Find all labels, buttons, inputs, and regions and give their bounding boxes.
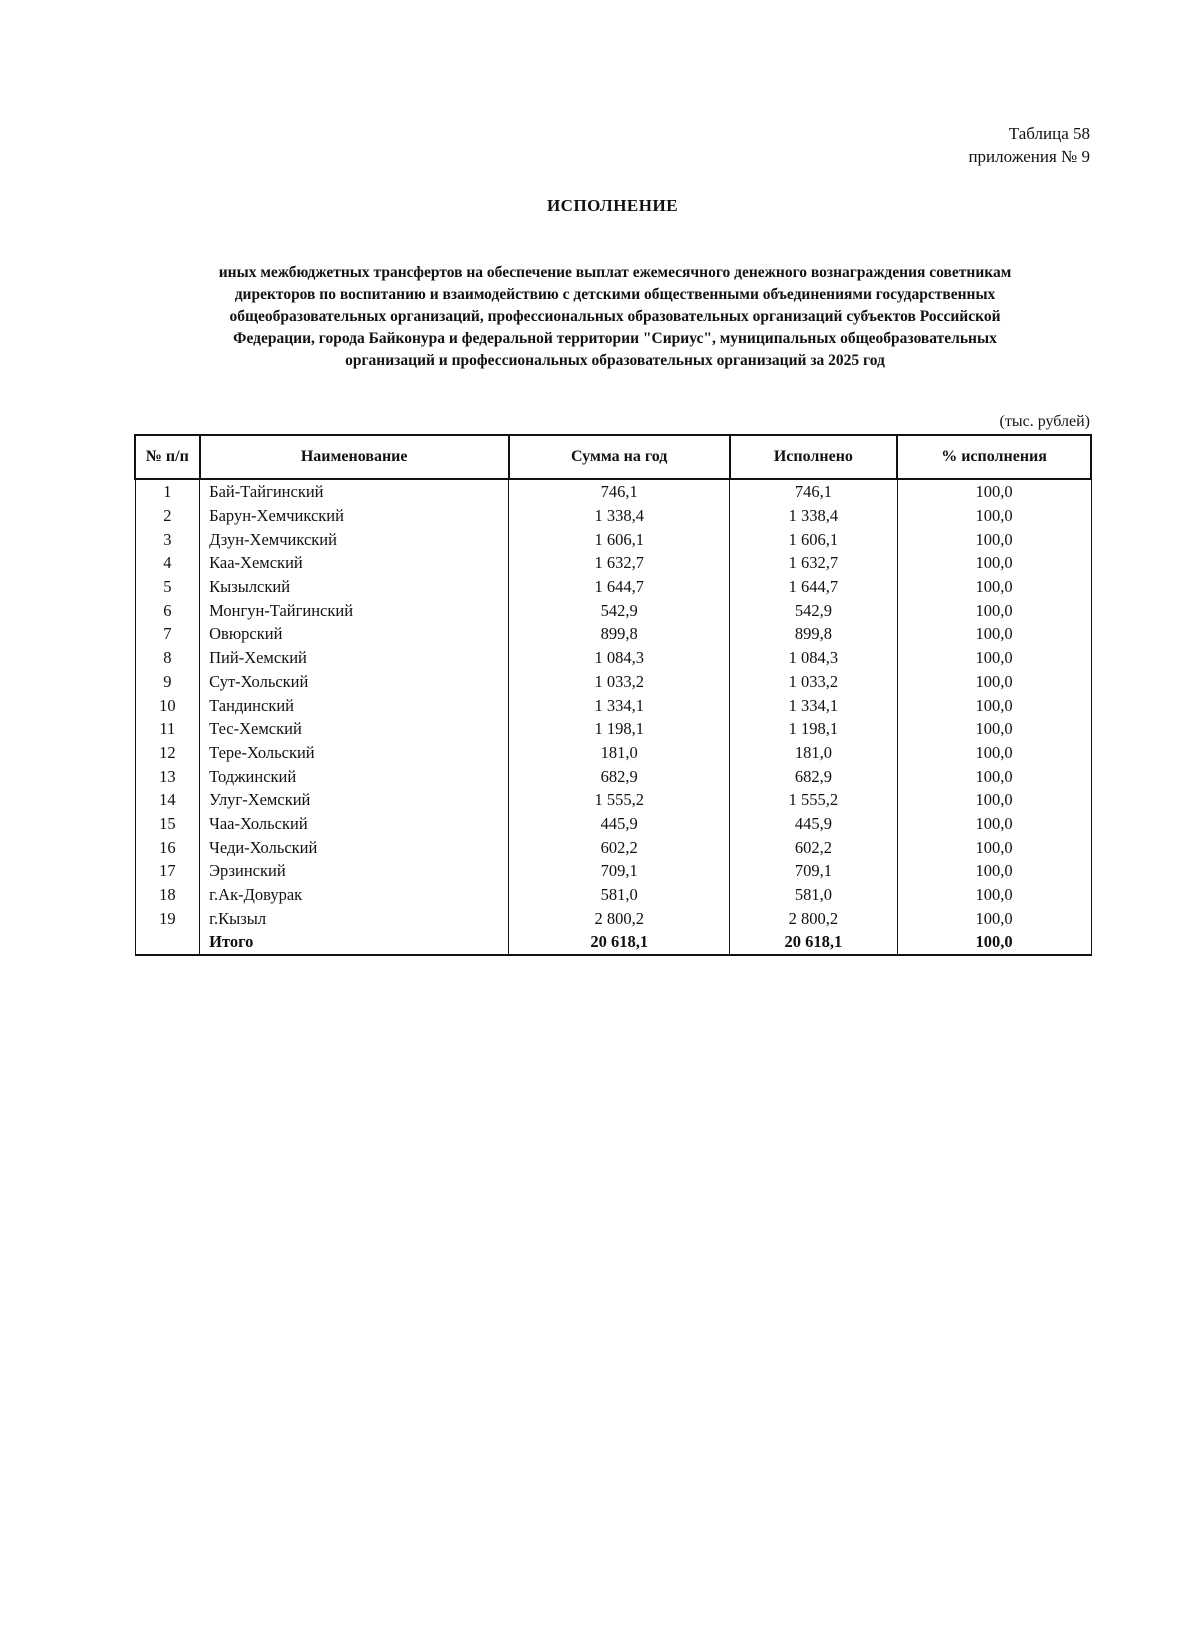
column-header-percent: % исполнения (897, 435, 1091, 479)
total-annual-sum-cell: 20 618,1 (509, 930, 730, 955)
annual-sum-cell: 542,9 (509, 598, 730, 622)
annual-sum-cell: 1 198,1 (509, 717, 730, 741)
annual-sum-cell: 602,2 (509, 835, 730, 859)
row-number-cell: 18 (135, 883, 200, 907)
execution-percent-cell: 100,0 (897, 764, 1091, 788)
annual-sum-cell: 1 555,2 (509, 788, 730, 812)
column-header-name: Наименование (200, 435, 509, 479)
execution-percent-cell: 100,0 (897, 527, 1091, 551)
annual-sum-cell: 1 084,3 (509, 646, 730, 670)
execution-percent-cell: 100,0 (897, 741, 1091, 765)
executed-amount-cell: 1 033,2 (730, 670, 897, 694)
annual-sum-cell: 181,0 (509, 741, 730, 765)
table-row (135, 906, 1091, 930)
table-row (135, 575, 1091, 599)
executed-amount-cell: 1 334,1 (730, 693, 897, 717)
execution-percent-cell: 100,0 (897, 693, 1091, 717)
municipality-name-cell: Тоджинский (200, 764, 509, 788)
table-row (135, 741, 1091, 765)
execution-percent-cell: 100,0 (897, 598, 1091, 622)
executed-amount-cell: 1 084,3 (730, 646, 897, 670)
execution-percent-cell: 100,0 (897, 646, 1091, 670)
executed-amount-cell: 602,2 (730, 835, 897, 859)
executed-amount-cell: 445,9 (730, 812, 897, 836)
executed-amount-cell: 581,0 (730, 883, 897, 907)
row-number-cell: 7 (135, 622, 200, 646)
table-row (135, 812, 1091, 836)
annual-sum-cell: 1 338,4 (509, 504, 730, 528)
municipality-name-cell: Кызылский (200, 575, 509, 599)
executed-amount-cell: 181,0 (730, 741, 897, 765)
execution-percent-cell: 100,0 (897, 575, 1091, 599)
table-number: Таблица 58 (1008, 124, 1090, 143)
executed-amount-cell: 709,1 (730, 859, 897, 883)
executed-amount-cell: 1 198,1 (730, 717, 897, 741)
column-header-annual-sum: Сумма на год (509, 435, 730, 479)
row-number-cell: 1 (135, 479, 200, 504)
municipality-name-cell: Сут-Хольский (200, 670, 509, 694)
execution-percent-cell: 100,0 (897, 670, 1091, 694)
table-row (135, 693, 1091, 717)
row-number-cell: 8 (135, 646, 200, 670)
table-row (135, 527, 1091, 551)
row-number-cell: 9 (135, 670, 200, 694)
annual-sum-cell: 1 033,2 (509, 670, 730, 694)
execution-percent-cell: 100,0 (897, 504, 1091, 528)
subtitle-line: организаций и профессиональных образовательных организаций за 2025 год (345, 352, 885, 369)
row-number-cell: 10 (135, 693, 200, 717)
subtitle-line: Федерации, города Байконура и федеральной территории "Сириус", муниципальных общеобразовательных (233, 330, 997, 347)
row-number-cell: 13 (135, 764, 200, 788)
municipality-name-cell: Улуг-Хемский (200, 788, 509, 812)
row-number-cell: 16 (135, 835, 200, 859)
execution-percent-cell: 100,0 (897, 883, 1091, 907)
units-label: (тыс. рублей) (999, 413, 1090, 430)
row-number-cell: 11 (135, 717, 200, 741)
execution-percent-cell: 100,0 (897, 906, 1091, 930)
municipality-name-cell: Чеди-Хольский (200, 835, 509, 859)
executed-amount-cell: 1 338,4 (730, 504, 897, 528)
row-number-cell: 19 (135, 906, 200, 930)
execution-percent-cell: 100,0 (897, 788, 1091, 812)
subtitle-line: общеобразовательных организаций, профессиональных образовательных организаций субъектов Российской (229, 308, 1001, 325)
executed-amount-cell: 1 644,7 (730, 575, 897, 599)
municipality-name-cell: Овюрский (200, 622, 509, 646)
row-number-cell: 2 (135, 504, 200, 528)
execution-percent-cell: 100,0 (897, 812, 1091, 836)
annual-sum-cell: 1 644,7 (509, 575, 730, 599)
row-number-cell: 4 (135, 551, 200, 575)
table-row (135, 883, 1091, 907)
column-header-executed: Исполнено (730, 435, 897, 479)
table-total-row (135, 930, 1091, 955)
municipality-name-cell: Барун-Хемчикский (200, 504, 509, 528)
table-row (135, 598, 1091, 622)
municipality-name-cell: Бай-Тайгинский (200, 479, 509, 504)
subtitle-line: иных межбюджетных трансфертов на обеспечение выплат ежемесячного денежного вознаграждения советникам (218, 264, 1012, 281)
table-row (135, 788, 1091, 812)
total-label-cell: Итого (200, 930, 509, 955)
column-header-number: № п/п (135, 435, 200, 479)
municipality-name-cell: Монгун-Тайгинский (200, 598, 509, 622)
municipality-name-cell: Каа-Хемский (200, 551, 509, 575)
municipality-name-cell: Чаа-Хольский (200, 812, 509, 836)
annual-sum-cell: 746,1 (509, 479, 730, 504)
row-number-cell: 15 (135, 812, 200, 836)
annual-sum-cell: 581,0 (509, 883, 730, 907)
table-row (135, 835, 1091, 859)
execution-percent-cell: 100,0 (897, 859, 1091, 883)
municipality-name-cell: Тере-Хольский (200, 741, 509, 765)
executed-amount-cell: 1 632,7 (730, 551, 897, 575)
execution-percent-cell: 100,0 (897, 835, 1091, 859)
table-row (135, 646, 1091, 670)
executed-amount-cell: 746,1 (730, 479, 897, 504)
row-number-cell: 5 (135, 575, 200, 599)
annual-sum-cell: 899,8 (509, 622, 730, 646)
table-row (135, 670, 1091, 694)
municipality-name-cell: г.Ак-Довурак (200, 883, 509, 907)
table-row (135, 764, 1091, 788)
document-subtitle (150, 262, 1080, 372)
row-number-cell: 3 (135, 527, 200, 551)
executed-amount-cell: 899,8 (730, 622, 897, 646)
annual-sum-cell: 709,1 (509, 859, 730, 883)
table-body (135, 479, 1091, 955)
document-title: ИСПОЛНЕНИЕ (546, 196, 679, 215)
municipality-name-cell: Эрзинский (200, 859, 509, 883)
table-header-row (135, 435, 1091, 479)
executed-amount-cell: 1 606,1 (730, 527, 897, 551)
executed-amount-cell: 1 555,2 (730, 788, 897, 812)
table-row (135, 479, 1091, 504)
annual-sum-cell: 682,9 (509, 764, 730, 788)
municipality-name-cell: г.Кызыл (200, 906, 509, 930)
execution-percent-cell: 100,0 (897, 551, 1091, 575)
execution-percent-cell: 100,0 (897, 622, 1091, 646)
municipality-name-cell: Пий-Хемский (200, 646, 509, 670)
row-number-cell: 14 (135, 788, 200, 812)
row-number-cell: 12 (135, 741, 200, 765)
table-row (135, 622, 1091, 646)
annual-sum-cell: 445,9 (509, 812, 730, 836)
annual-sum-cell: 1 334,1 (509, 693, 730, 717)
table-row (135, 551, 1091, 575)
execution-percent-cell: 100,0 (897, 479, 1091, 504)
execution-percent-cell: 100,0 (897, 717, 1091, 741)
executed-amount-cell: 2 800,2 (730, 906, 897, 930)
table-reference (968, 122, 1090, 168)
total-execution-percent-cell: 100,0 (897, 930, 1091, 955)
executed-amount-cell: 542,9 (730, 598, 897, 622)
table-row (135, 504, 1091, 528)
municipality-name-cell: Дзун-Хемчикский (200, 527, 509, 551)
annual-sum-cell: 2 800,2 (509, 906, 730, 930)
row-number-cell: 6 (135, 598, 200, 622)
row-number-cell: 17 (135, 859, 200, 883)
appendix-number: приложения № 9 (968, 147, 1090, 166)
execution-table (134, 434, 1092, 956)
total-executed-amount-cell: 20 618,1 (730, 930, 897, 955)
annual-sum-cell: 1 632,7 (509, 551, 730, 575)
table-row (135, 717, 1091, 741)
annual-sum-cell: 1 606,1 (509, 527, 730, 551)
subtitle-line: директоров по воспитанию и взаимодействию с детскими общественными объединениями государственных (234, 286, 996, 303)
municipality-name-cell: Тандинский (200, 693, 509, 717)
executed-amount-cell: 682,9 (730, 764, 897, 788)
municipality-name-cell: Тес-Хемский (200, 717, 509, 741)
table-row (135, 859, 1091, 883)
total-number-cell (135, 930, 200, 955)
